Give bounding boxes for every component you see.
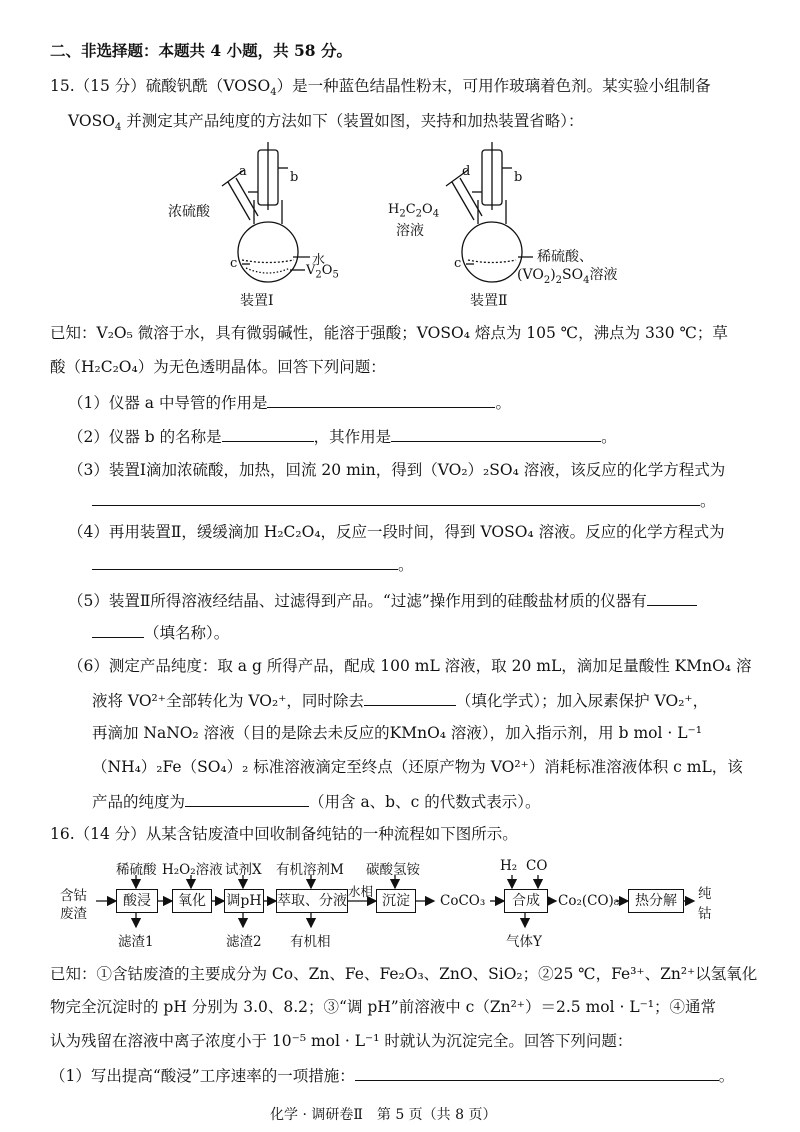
q16-known-line3: 认为残留在溶液中离子浓度小于 10⁻⁵ mol · L⁻¹ 时就认为沉淀完全。回答下列问题： (50, 1032, 633, 1050)
app1-water: 水 (312, 253, 326, 268)
flow-bottom-label: 滤渣1 (118, 934, 154, 950)
q16-known-line1: 已知：①含钴废渣的主要成分为 Co、Zn、Fe、Fe₂O₃、ZnO、SiO₂；②25 ℃，Fe³⁺、Zn²⁺以氢氧化 (50, 965, 758, 983)
answer-blank[interactable] (364, 689, 456, 706)
answer-blank[interactable] (92, 621, 144, 638)
flow-top-label: CO (526, 858, 548, 874)
q16-intro: 16.（14 分）从某含钴废渣中回收制备纯钴的一种流程如下图所示。 (50, 825, 518, 843)
q15-part6-line5: 产品的纯度为 （用含 a、b、c 的代数式表示）。 (92, 790, 540, 813)
app1-label-a: a (239, 164, 247, 179)
app2-product: 稀硫酸、 (537, 249, 593, 265)
q15-known-line2: 酸（H₂C₂O₄）为无色透明晶体。回答下列问题： (50, 358, 386, 376)
q15-part2: （2）仪器 b 的名称是 ，其作用是 。 (68, 425, 617, 448)
app2-product-2: $(VO_2)_2SO_4$溶液 (517, 267, 618, 286)
flow-step-precipitation: 沉淀 (376, 889, 416, 913)
app1-label-b: b (290, 170, 299, 185)
app1-reagent: 浓硫酸 (168, 204, 210, 220)
answer-blank[interactable] (185, 790, 309, 807)
flow-cobalt-carbonate: CoCO₃ (440, 893, 486, 909)
q15-part5: （5）装置Ⅱ所得溶液经结晶、过滤得到产品。“过滤”操作用到的硅酸盐材质的仪器有 (68, 589, 697, 612)
q15-part6-line1: （6）测定产品纯度：取 a g 所得产品，配成 100 mL 溶液，取 20 mL，滴加足量酸性 KMnO₄ 溶 (68, 657, 752, 675)
app2-label-b: b (514, 170, 523, 185)
q15-part6-line3: 再滴加 NaNO₂ 溶液（目的是除去未反应的KMnO₄ 溶液），加入指示剂，用 b mol · L⁻¹ (92, 724, 702, 742)
app2-reagent-suffix: 溶液 (396, 223, 424, 239)
flow-step-thermal-decomposition: 热分解 (628, 889, 684, 913)
q15-part6-line4: （NH₄）₂Fe（SO₄）₂ 标准溶液滴定至终点（还原产物为 VO²⁺）消耗标准溶液体积 c mL，该 (92, 758, 743, 776)
q15-part3: （3）装置Ⅰ滴加浓硫酸，加热，回流 20 min，得到（VO₂）₂SO₄ 溶液，该反应的化学方程式为 (68, 461, 726, 479)
flow-end: 纯 (698, 886, 712, 902)
q15-intro-line2: $VOSO_4$ 并测定其产品纯度的方法如下（装置如图，夹持和加热装置省略）： (68, 112, 584, 134)
flow-step-synthesis: 合成 (504, 889, 548, 913)
flow-start-2: 废渣 (60, 906, 87, 922)
q16-known-line2: 物完全沉淀时的 pH 分别为 3.0、8.2；③“调 pH”前溶液中 c（Zn²⁺）＝2.5 mol · L⁻¹；④通常 (50, 998, 717, 1016)
app2-reagent: $H_2C_2O_4$ (388, 202, 440, 220)
flow-top-label: 试剂X (225, 862, 262, 878)
flow-top-label: H₂O₂溶液 (162, 862, 223, 878)
flow-start: 含钴 (60, 888, 87, 904)
app1-caption: 装置Ⅰ (240, 293, 274, 309)
app2-label-d: d (462, 164, 471, 179)
q15-part4: （4）再用装置Ⅱ，缓缓滴加 H₂C₂O₄，反应一段时间，得到 VOSO₄ 溶液。反应的化学方程式为 (68, 523, 725, 541)
q15-known-line1: 已知：V₂O₅ 微溶于水，具有微弱碱性，能溶于强酸；VOSO₄ 熔点为 105 ℃，沸点为 330 ℃；草 (50, 324, 728, 342)
app2-label-c: c (454, 256, 462, 271)
app1-label-c: c (230, 256, 238, 271)
q15-part5-cont: （填名称）。 (92, 621, 229, 644)
answer-blank[interactable] (92, 489, 700, 506)
q16-part1: （1）写出提高“酸浸”工序速率的一项措施： 。 (50, 1064, 734, 1087)
flow-top-label: H₂ (500, 858, 518, 874)
answer-blank[interactable] (92, 553, 398, 570)
answer-blank[interactable] (647, 589, 697, 606)
q15-part4-answer: 。 (92, 553, 414, 576)
answer-blank[interactable] (222, 425, 314, 442)
flow-step-extraction: 萃取、分液 (276, 889, 348, 913)
q15-part3-answer: 。 (92, 489, 716, 512)
flow-top-label: 有机溶剂M (276, 862, 344, 878)
q15-part1: （1）仪器 a 中导管的作用是 。 (68, 391, 511, 414)
flow-top-label: 稀硫酸 (116, 862, 157, 878)
app1-solid: $V_2O_5$ (306, 263, 339, 281)
flow-step-oxidation: 氧化 (172, 889, 212, 913)
answer-blank[interactable] (355, 1064, 719, 1081)
flow-top-label: 碳酸氢铵 (366, 862, 420, 878)
flow-end-2: 钴 (698, 906, 712, 922)
section-heading: 二、非选择题：本题共 4 小题，共 58 分。 (50, 41, 352, 60)
flow-water-phase: 水相 (348, 884, 374, 899)
q15-part6-line2: 液将 VO²⁺全部转化为 VO₂⁺，同时除去 （填化学式）；加入尿素保护 VO₂⁺， (92, 689, 708, 712)
app2-caption: 装置Ⅱ (470, 293, 508, 309)
flow-dicobalt-octacarbonyl: Co₂(CO)₈ (558, 893, 620, 909)
flow-bottom-label: 有机相 (290, 934, 331, 950)
page-footer: 化学 · 调研卷Ⅱ 第 5 页（共 8 页） (270, 1107, 497, 1123)
answer-blank[interactable] (391, 425, 601, 442)
flow-bottom-label: 气体Y (506, 934, 542, 950)
flow-step-acid-leach: 酸浸 (116, 889, 158, 913)
q15-intro-line1: 15.（15 分）硫酸钒酰$(VOSO_4)$是一种蓝色结晶性粉末，可用作玻璃着色剂。某实验小组制备 (50, 77, 711, 99)
flow-step-adjust-ph: 调pH (224, 889, 264, 913)
answer-blank[interactable] (267, 391, 495, 408)
flow-bottom-label: 滤渣2 (226, 934, 262, 950)
